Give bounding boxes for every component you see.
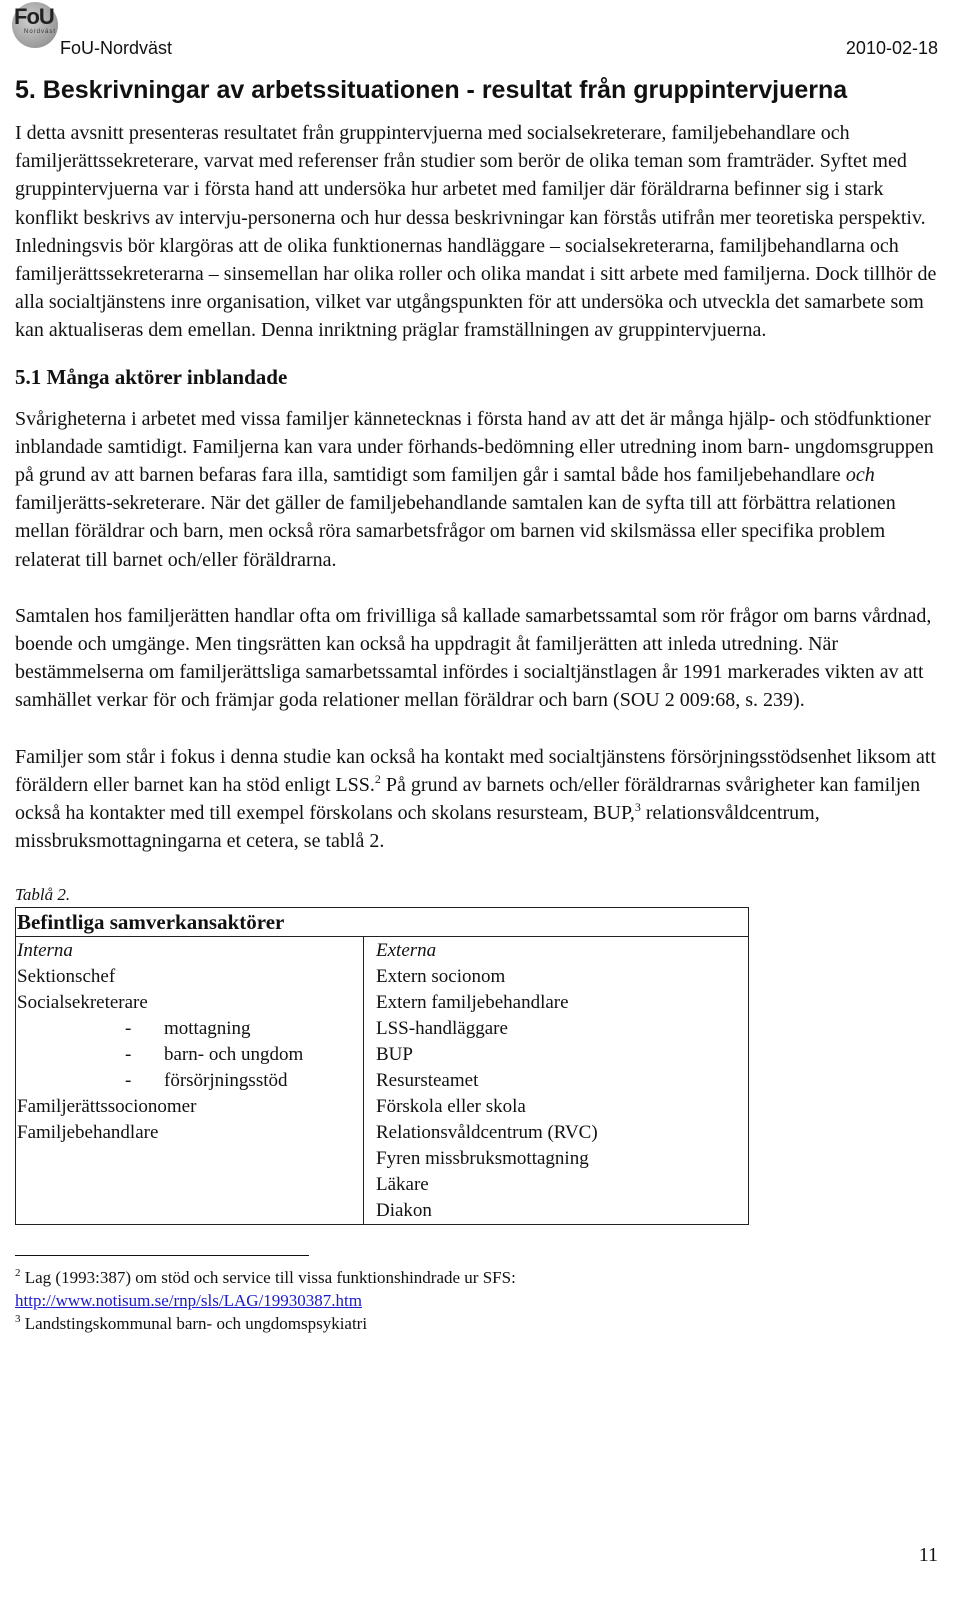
internal-subitem: - mottagning: [125, 1018, 251, 1040]
p4-text-a: Familjer som står i fokus i denna studie kan också ha kontakt med socialtjänstens försörjningsstödsenhet liksom att föräldern eller barnet kan ha stöd enligt LSS.: [15, 745, 936, 796]
subsection-title: 5.1 Många aktörer inblandade: [15, 364, 288, 389]
internal-subitem: - försörjningsstöd: [125, 1070, 288, 1092]
footnotes: [15, 1266, 940, 1335]
internal-column: [16, 937, 364, 1224]
footnote-2: $^2$ Lag (1993:387) om stöd och service till vissa funktionshindrade ur SFS:: [15, 1266, 516, 1287]
external-item: Förskola eller skola: [376, 1096, 526, 1117]
external-item: Extern familjebehandlare: [376, 992, 569, 1014]
actors-table: [15, 907, 749, 1224]
p4-text-b: På grund av barnets och/eller föräldrarnas svårigheter kan familjen också ha kontakter med till exempel förskolans och skolans resursteam, BUP,: [15, 773, 921, 825]
external-item: Resursteamet: [376, 1070, 479, 1092]
internal-list: [17, 964, 362, 1145]
external-item: Extern socionom: [376, 966, 506, 988]
header-organization: FoU-Nordväst: [60, 38, 173, 58]
document-body: [15, 73, 940, 1335]
table-caption: Tablå 2.: [15, 885, 71, 905]
logo-text: FoU: [14, 4, 54, 29]
external-list: [376, 964, 747, 1223]
external-item: BUP: [376, 1044, 413, 1066]
internal-item: Familjebehandlare: [17, 1121, 159, 1143]
subsection-paragraph-1: [15, 405, 940, 574]
page-number: 11: [918, 1544, 938, 1566]
p2-emphasis: och: [845, 464, 875, 487]
internal-item: Sektionschef: [17, 966, 116, 988]
header-date: 2010-02-18: [845, 38, 938, 58]
subsection-paragraph-3: [15, 743, 940, 856]
external-item: Fyren missbruksmottagning: [376, 1147, 589, 1169]
external-item: Relationsvåldcentrum (RVC): [376, 1121, 598, 1143]
footnote-3: $^3$ Landstingskommunal barn- och ungdomspsykiatri: [15, 1312, 368, 1333]
external-item: LSS-handläggare: [376, 1018, 508, 1040]
logo-subtext: Nordväst: [24, 29, 57, 35]
p2-text-b: familjerätts-sekreterare. När det gäller de familjebehandlande samtalen kan de syfta till att förbättra relationen mellan föräldrar och barn, men också röra samarbetsfrågor om barnen vid skilsmässa eller specifika problem relaterat till barnet och/eller föräldrarna.: [15, 492, 896, 571]
footnote-divider: [15, 1255, 309, 1256]
p2-text-a: Svårigheterna i arbetet med vissa familjer kännetecknas i första hand av att det är många hjälp- och stödfunktioner inblandade samtidigt. Familjerna kan vara under förhands-bedömning eller utredning inom barn- ungdomsgruppen på grund av att barnen befaras fara illa, samtidigt som familjen går i samtal både hos familjebehandlare: [15, 407, 934, 487]
external-column: [364, 937, 749, 1224]
external-item: Diakon: [376, 1199, 432, 1221]
internal-item: Familjerättssocionomer: [17, 1096, 197, 1117]
section-title: 5. Beskrivningar av arbetssituationen - resultat från gruppintervjuerna: [15, 76, 848, 104]
fou-logo: [12, 2, 60, 50]
internal-item: Socialsekreterare: [17, 992, 148, 1014]
external-item: Läkare: [376, 1173, 429, 1195]
external-header: Externa: [376, 940, 437, 962]
subsection-paragraph-2: Samtalen hos familjerätten handlar ofta om frivilliga så kallade samarbetssamtal som rör frågor om barns vårdnad, boende och umgänge. Men tingsrätten kan också ha uppdragit åt familjerätten att inleda utredning. När bestämmelserna om familjerättsliga samarbetssamtal infördes i socialtjänstlagen år 1991 markerades vikten av att samhället verkar för och främjar goda relationer mellan föräldrar och barn (SOU 2 009:68, s. 239).: [15, 604, 932, 712]
section-paragraph-1: I detta avsnitt presenteras resultatet från gruppintervjuerna med socialsekreterare, familjebehandlare och familjerättssekreterare, varvat med referenser från studier som berör de olika teman som framträder. Syftet med gruppintervjuerna var i första hand att undersöka hur arbetet med familjer där föräldrarna befinner sig i stark konflikt beskrivs av intervju-personerna och hur dessa beskrivningar kan förstås utifrån mer teoretiska perspektiv. Inledningsvis bör klargöras att de olika funktionernas handläggare – socialsekreterarna, familjbehandlarna och familjerättssekreterarna – sinsemellan har olika roller och olika mandat i sitt arbete med familjerna. Dock tillhör de alla socialtjänstens inre organisation, vilket var utgångspunkten för att undersöka och utveckla det samarbete som kan aktualiseras dem emellan. Denna inriktning präglar framställningen av gruppintervjuerna.: [15, 122, 937, 342]
footnote-2-link[interactable]: http://www.notisum.se/rnp/sls/LAG/19930387.htm: [15, 1290, 362, 1310]
internal-header: Interna: [17, 940, 73, 962]
footnote-ref-3[interactable]: 3: [634, 800, 641, 815]
footnote-ref-2[interactable]: 2: [374, 771, 381, 786]
internal-subitem: - barn- och ungdom: [125, 1044, 304, 1066]
p4-text-c: relationsvåldcentrum, missbruksmottagningarna et cetera, se tablå 2.: [15, 802, 820, 853]
table-title: Befintliga samverkansaktörer: [16, 908, 749, 937]
